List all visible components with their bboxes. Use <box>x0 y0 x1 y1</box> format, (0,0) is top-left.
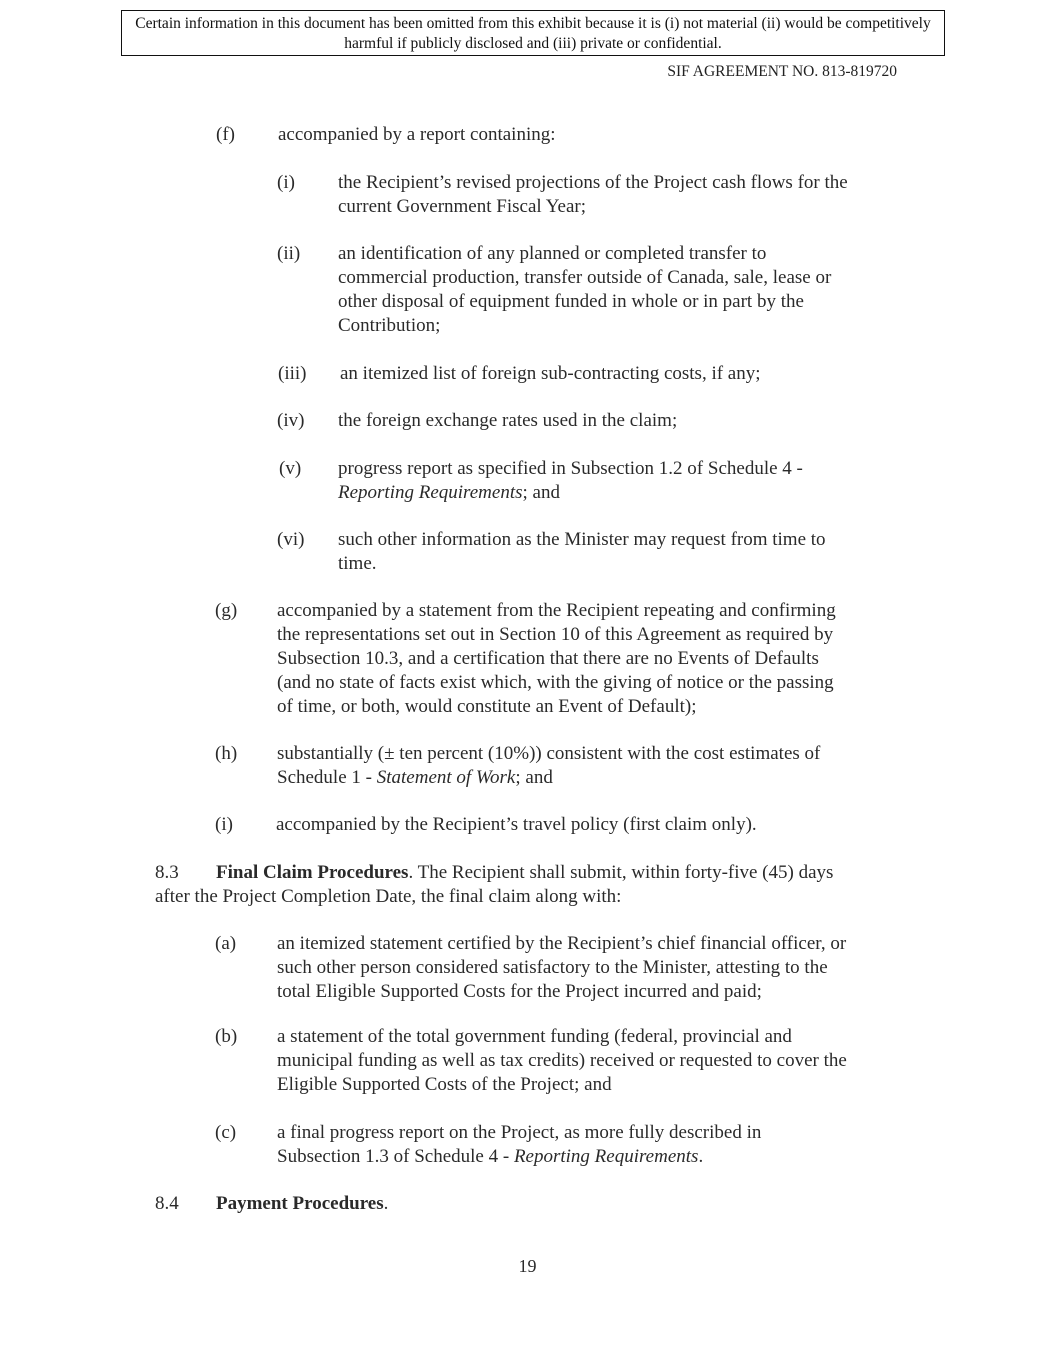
italic-reference: Reporting Requirements <box>338 482 523 503</box>
section-8-3-b-line: a statement of the total government funding (federal, provincial and <box>277 1026 792 1047</box>
subitem-ii-line: other disposal of equipment funded in whole or in part by the <box>338 291 804 312</box>
item-g-label: (g) <box>215 600 238 621</box>
section-8-3-line: after the Project Completion Date, the final claim along with: <box>155 886 622 907</box>
section-8-3-c-label: (c) <box>215 1122 237 1143</box>
subitem-i-line: the Recipient’s revised projections of the Project cash flows for the <box>338 172 848 193</box>
item-g-line: the representations set out in Section 10 of this Agreement as required by <box>277 624 834 645</box>
subitem-i-label: (i) <box>277 172 295 193</box>
subitem-vi-line: such other information as the Minister may request from time to <box>338 529 826 550</box>
agreement-number: SIF AGREEMENT NO. 813-819720 <box>667 63 897 80</box>
section-8-3-c-line: a final progress report on the Project, as more fully described in <box>277 1122 762 1143</box>
section-8-3-c-line: Subsection 1.3 of Schedule 4 - Reporting Requirements. <box>277 1146 704 1167</box>
section-8-3-b-label: (b) <box>215 1026 238 1047</box>
subitem-ii-line: an identification of any planned or completed transfer to <box>338 243 767 264</box>
subitem-ii-line: Contribution; <box>338 315 441 336</box>
section-8-3-a-line: such other person considered satisfactory to the Minister, attesting to the <box>277 957 828 978</box>
section-8-3-a-label: (a) <box>215 933 237 954</box>
section-8-3-a-line: an itemized statement certified by the Recipient’s chief financial officer, or <box>277 933 847 954</box>
item-f-label: (f) <box>216 124 235 145</box>
item-h-line: Schedule 1 - Statement of Work; and <box>277 767 553 788</box>
section-8-3-title: Final Claim Procedures <box>216 862 409 883</box>
subitem-iv-label: (iv) <box>277 410 305 431</box>
item-f-text: accompanied by a report containing: <box>278 124 556 145</box>
page-number: 19 <box>518 1256 537 1276</box>
subitem-v-line: Reporting Requirements; and <box>338 482 560 503</box>
item-i-text: accompanied by the Recipient’s travel policy (first claim only). <box>276 814 757 835</box>
subitem-ii-label: (ii) <box>277 243 301 264</box>
item-i-label: (i) <box>215 814 233 835</box>
item-g-line: (and no state of facts exist which, with the giving of notice or the passing <box>277 672 834 693</box>
italic-reference: Reporting Requirements <box>513 1146 699 1167</box>
subitem-v-label: (v) <box>279 458 302 479</box>
section-8-3-number: 8.3 <box>155 862 179 883</box>
item-h-label: (h) <box>215 743 238 764</box>
subitem-vi-label: (vi) <box>277 529 305 550</box>
section-8-4-number: 8.4 <box>155 1193 179 1214</box>
item-g-line: accompanied by a statement from the Recipient repeating and confirming <box>277 600 836 621</box>
section-8-3-line: Final Claim Procedures. The Recipient shall submit, within forty-five (45) days <box>216 862 834 883</box>
item-h-line: substantially (± ten percent (10%)) consistent with the cost estimates of <box>277 743 821 764</box>
section-8-4-line: Payment Procedures. <box>216 1193 389 1214</box>
item-g-line: Subsection 10.3, and a certification that there are no Events of Defaults <box>277 648 819 669</box>
section-8-3-b-line: municipal funding as well as tax credits) received or requested to cover the <box>277 1050 847 1071</box>
subitem-iv-line: the foreign exchange rates used in the claim; <box>338 410 678 431</box>
subitem-v-line: progress report as specified in Subsection 1.2 of Schedule 4 - <box>338 458 803 479</box>
subitem-i-line: current Government Fiscal Year; <box>338 196 586 217</box>
subitem-iii-line: an itemized list of foreign sub-contracting costs, if any; <box>340 363 761 384</box>
section-8-3-b-line: Eligible Supported Costs of the Project; and <box>277 1074 612 1095</box>
subitem-iii-label: (iii) <box>278 363 307 384</box>
subitem-vi-line: time. <box>338 553 377 574</box>
section-8-4-title: Payment Procedures <box>216 1193 384 1214</box>
redaction-notice <box>121 10 945 56</box>
redaction-notice-text: Certain information in this document has been omitted from this exhibit because it is (i) not material (ii) would be competitively harmful if publicly disclosed and (iii) private or confidential. <box>135 15 931 52</box>
subitem-ii-line: commercial production, transfer outside of Canada, sale, lease or <box>338 267 832 288</box>
item-g-line: of time, or both, would constitute an Event of Default); <box>277 696 697 717</box>
section-8-3-a-line: total Eligible Supported Costs for the Project incurred and paid; <box>277 981 762 1002</box>
italic-reference: Statement of Work <box>376 767 516 788</box>
